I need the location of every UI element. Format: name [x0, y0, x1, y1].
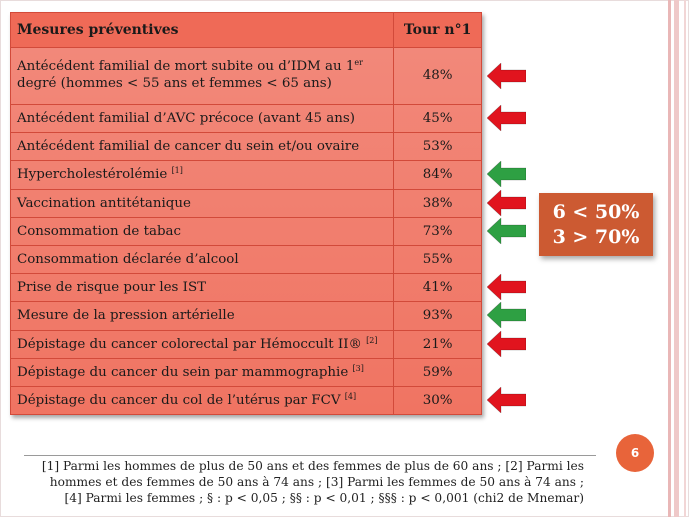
table-row — [11, 189, 482, 217]
row-value: 48% — [394, 48, 482, 105]
row-value: 84% — [394, 161, 482, 189]
row-value: 41% — [394, 274, 482, 302]
row-value: 30% — [394, 386, 482, 414]
row-label: Vaccination antitétanique — [11, 189, 394, 217]
table-row — [11, 386, 482, 414]
row-value: 53% — [394, 133, 482, 161]
footnote-divider — [24, 455, 596, 456]
row-label: Consommation de tabac — [11, 217, 394, 245]
footnote-line: [4] Parmi les femmes ; § : p < 0,05 ; §§ : p < 0,01 ; §§§ : p < 0,001 (chi2 de Mnemar) — [64, 490, 584, 505]
table-header-row — [11, 13, 482, 48]
footnote-line: [1] Parmi les hommes de plus de 50 ans et des femmes de plus de 60 ans ; [2] Parmi les — [41, 459, 584, 473]
red-arrow-icon — [487, 331, 526, 357]
row-label: Antécédent familial de mort subite ou d’IDM au 1er degré (hommes < 55 ans et femmes < 65 ans) — [11, 48, 394, 105]
page-number-badge: 6 — [616, 434, 654, 472]
row-label: Prise de risque pour les IST — [11, 274, 394, 302]
row-label: Hypercholestérolémie [1] — [11, 161, 394, 189]
row-value: 93% — [394, 302, 482, 330]
table-row — [11, 302, 482, 330]
red-arrow-icon — [487, 105, 526, 131]
table-row — [11, 358, 482, 386]
summary-line-over-70: 3 > 70% — [552, 225, 640, 248]
row-value: 73% — [394, 217, 482, 245]
row-label: Antécédent familial de cancer du sein et/ou ovaire — [11, 133, 394, 161]
table-row — [11, 105, 482, 133]
table-row — [11, 161, 482, 189]
footnote-line: hommes et des femmes de 50 ans à 74 ans ; [3] Parmi les femmes de 50 ans à 74 ans ; — [49, 474, 584, 489]
table-row — [11, 217, 482, 245]
table-row — [11, 245, 482, 273]
table-row — [11, 330, 482, 358]
summary-box — [539, 193, 653, 256]
row-value: 45% — [394, 105, 482, 133]
row-label: Dépistage du cancer du col de l’utérus par FCV [4] — [11, 386, 394, 414]
summary-line-under-50: 6 < 50% — [552, 200, 640, 223]
row-label: Consommation déclarée d’alcool — [11, 245, 394, 273]
row-label: Dépistage du cancer du sein par mammographie [3] — [11, 358, 394, 386]
preventive-measures-table — [10, 12, 482, 415]
table-row — [11, 274, 482, 302]
row-value: 21% — [394, 330, 482, 358]
decorative-stripes — [659, 0, 689, 517]
row-value: 38% — [394, 189, 482, 217]
row-label: Dépistage du cancer colorectal par Hémoccult II® [2] — [11, 330, 394, 358]
row-label: Antécédent familial d’AVC précoce (avant 45 ans) — [11, 105, 394, 133]
red-arrow-icon — [487, 274, 526, 300]
green-arrow-icon — [487, 218, 526, 244]
header-measures: Mesures préventives — [11, 13, 394, 48]
table-row — [11, 48, 482, 105]
row-label: Mesure de la pression artérielle — [11, 302, 394, 330]
table-row — [11, 133, 482, 161]
row-value: 59% — [394, 358, 482, 386]
red-arrow-icon — [487, 63, 526, 89]
green-arrow-icon — [487, 161, 526, 187]
green-arrow-icon — [487, 302, 526, 328]
footnotes — [28, 459, 584, 506]
row-value: 55% — [394, 245, 482, 273]
header-tour: Tour n°1 — [394, 13, 482, 48]
red-arrow-icon — [487, 190, 526, 216]
red-arrow-icon — [487, 387, 526, 413]
